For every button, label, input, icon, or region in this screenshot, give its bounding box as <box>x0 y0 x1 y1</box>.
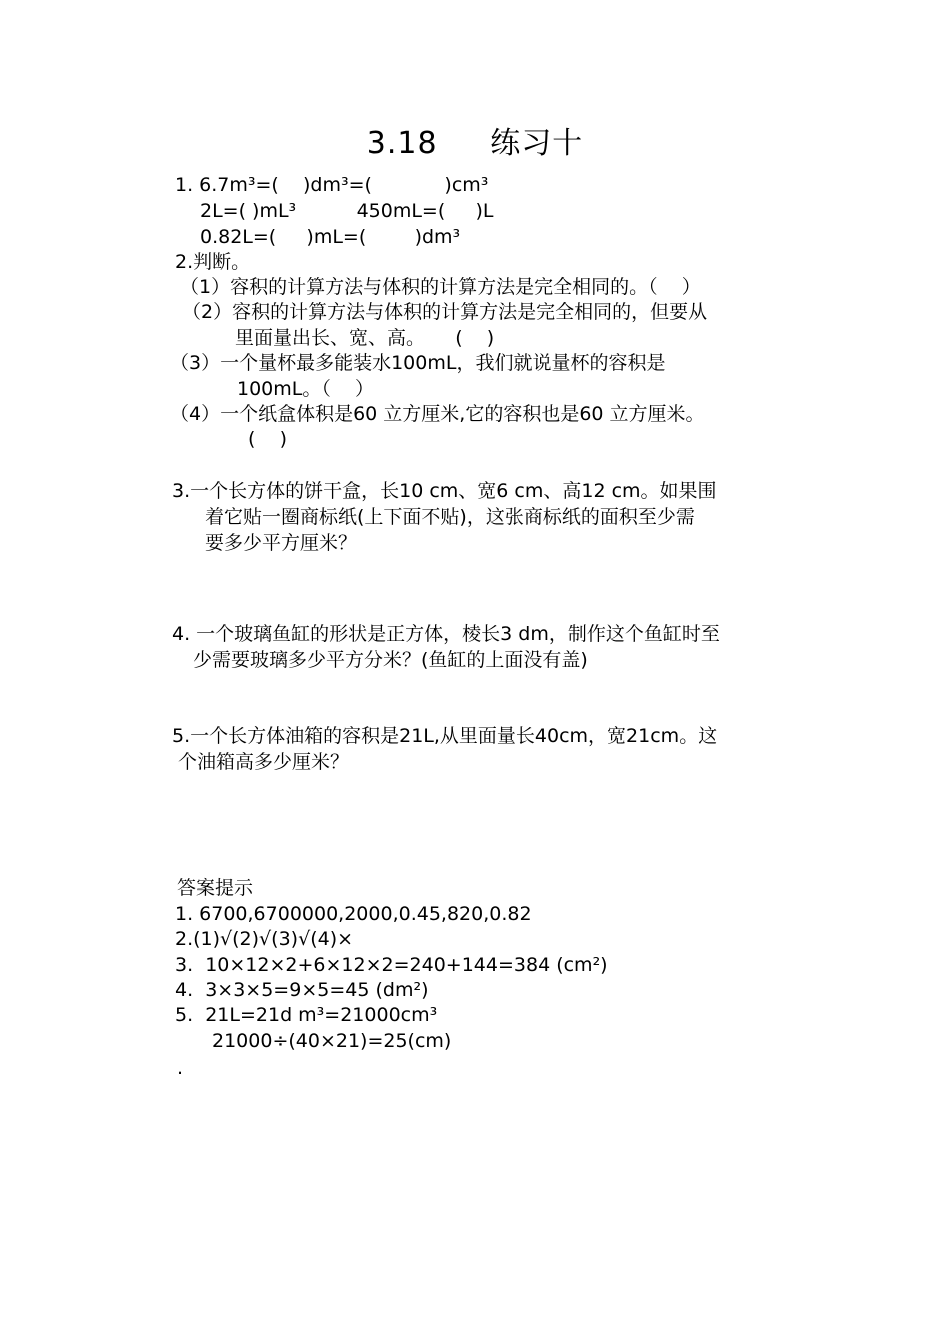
q1-line-2: 2L=( )mL³ 450mL=( )L <box>200 200 494 222</box>
q2-item: （3）一个量杯最多能装水100mL，我们就说量杯的容积是 <box>170 352 666 374</box>
answer-line: 5. 21L=21d m³=21000cm³ <box>175 1004 438 1026</box>
q3-line: 3.一个长方体的饼干盒，长10 cm、宽6 cm、高12 cm。如果围 <box>172 480 717 502</box>
answer-line: 3. 10×12×2+6×12×2=240+144=384 (cm²) <box>175 954 608 976</box>
q2-item: （2）容积的计算方法与体积的计算方法是完全相同的，但要从 <box>182 301 708 323</box>
q2-heading: 2.判断。 <box>175 251 251 273</box>
page-title: 3.18 练习十 <box>366 126 584 161</box>
answer-line: 1. 6700,6700000,2000,0.45,820,0.82 <box>175 903 532 925</box>
q2-item: （4）一个纸盒体积是60 立方厘米,它的容积也是60 立方厘米。 <box>170 403 705 425</box>
q1-line-3: 0.82L=( )mL=( )dm³ <box>200 226 461 248</box>
q2-item: （1）容积的计算方法与体积的计算方法是完全相同的。（ ） <box>180 276 701 298</box>
q3-line: 要多少平方厘米？ <box>205 532 358 554</box>
answer-line: 4. 3×3×5=9×5=45 (dm²) <box>175 979 429 1001</box>
answer-line: 2.(1)√(2)√(3)√(4)× <box>175 928 354 950</box>
answers-heading: 答案提示 <box>177 877 254 899</box>
trailing-dot: . <box>177 1057 184 1079</box>
q3-line: 着它贴一圈商标纸(上下面不贴)，这张商标纸的面积至少需 <box>205 506 695 528</box>
q5-line: 5.一个长方体油箱的容积是21L,从里面量长40cm，宽21cm。这 <box>172 725 718 747</box>
q4-line: 4. 一个玻璃鱼缸的形状是正方体，棱长3 dm，制作这个鱼缸时至 <box>172 623 720 645</box>
q2-item: 100mL。（ ） <box>237 378 375 400</box>
q5-line: 个油箱高多少厘米？ <box>178 751 350 773</box>
q2-item: ( ) <box>248 428 287 450</box>
answer-line: 21000÷(40×21)=25(cm) <box>212 1030 452 1052</box>
q4-line: 少需要玻璃多少平方分米？(鱼缸的上面没有盖) <box>193 649 588 671</box>
q1-line-1: 1. 6.7m³=( )dm³=( )cm³ <box>175 174 489 196</box>
q2-item: 里面量出长、宽、高。 ( ) <box>235 327 495 349</box>
